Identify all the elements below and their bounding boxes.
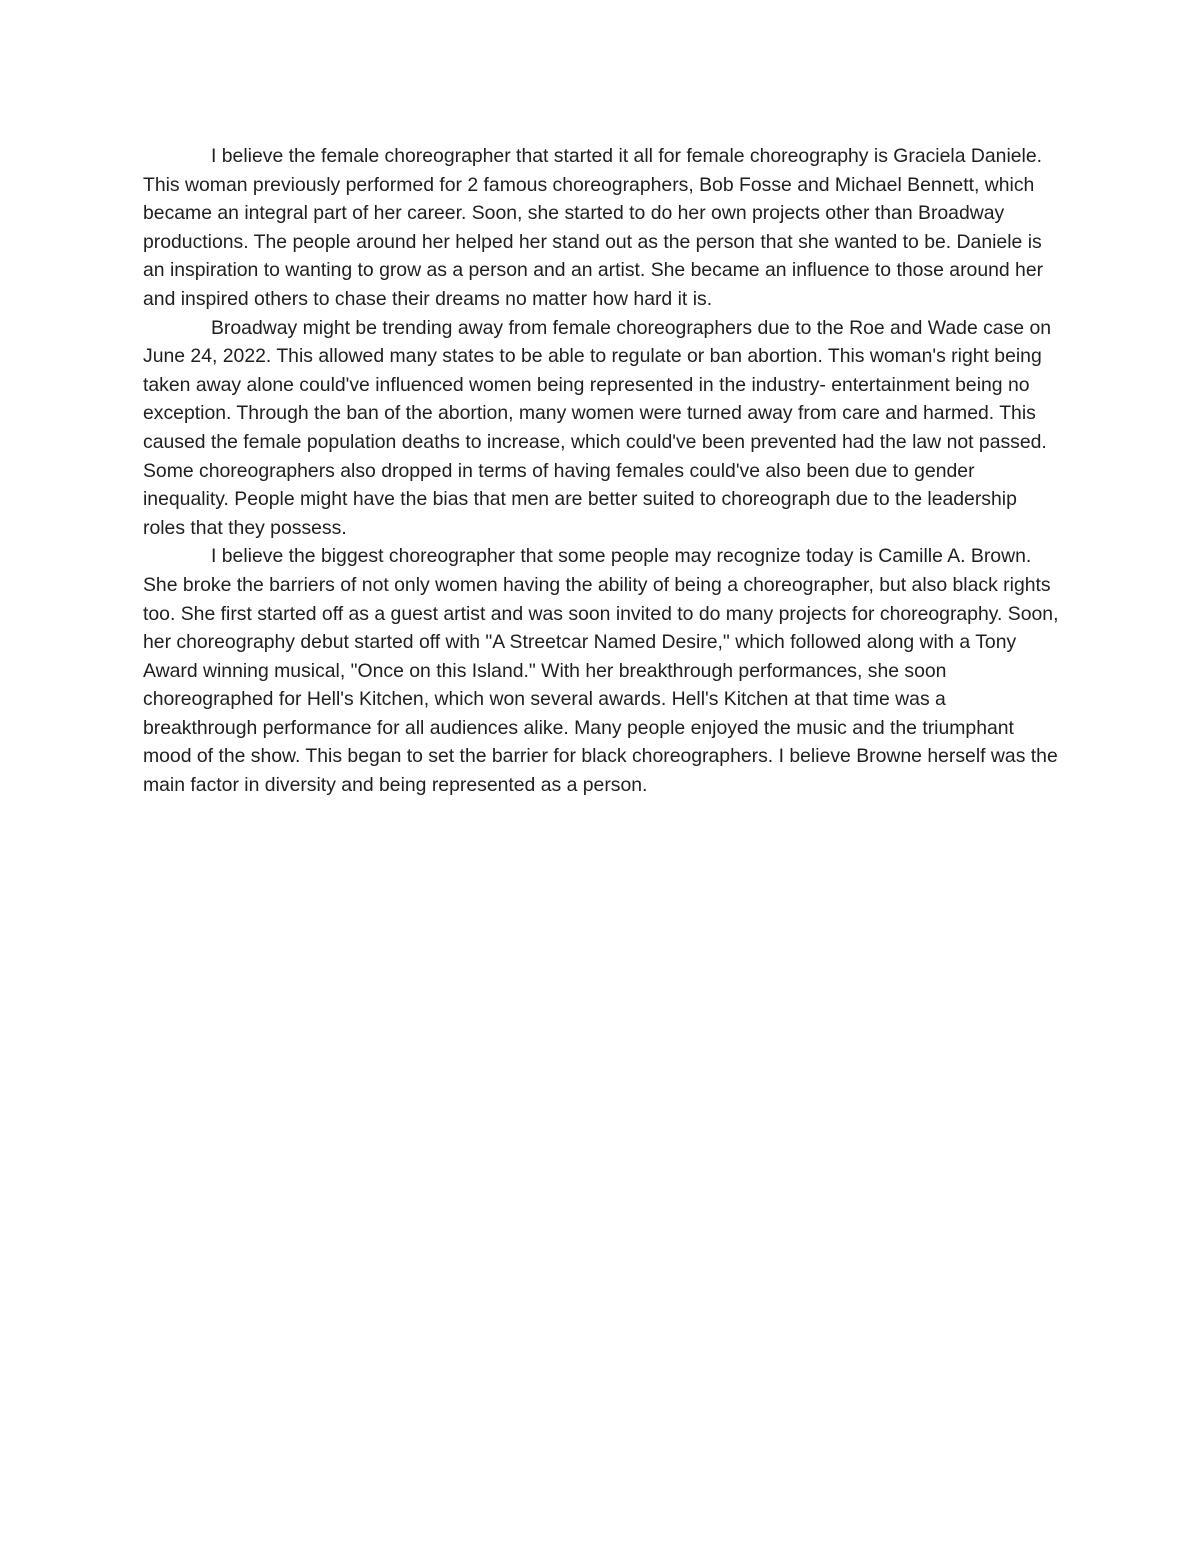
- paragraph-graciela-daniele: I believe the female choreographer that started it all for female choreography is Graciela Daniele. This woman previously performed for 2 famous choreographers, Bob Fosse and Michael Bennett, which became an integral part of her career. Soon, she started to do her own projects other than Broadway productions. The people around her helped her stand out as the person that she wanted to be. Daniele is an inspiration to wanting to grow as a person and an artist. She became an influence to those around her and inspired others to chase their dreams no matter how hard it is.: [143, 145, 1044, 310]
- document-body: [143, 142, 1063, 800]
- paragraph-camille-brown: I believe the biggest choreographer that some people may recognize today is Camille A. Brown. She broke the barriers of not only women having the ability of being a choreographer, but also black rights too. She first started off as a guest artist and was soon invited to do many projects for choreography. Soon, her choreography debut started off with "A Streetcar Named Desire," which followed along with a Tony Award winning musical, "Once on this Island." With her breakthrough performances, she soon choreographed for Hell's Kitchen, which won several awards. Hell's Kitchen at that time was a breakthrough performance for all audiences alike. Many people enjoyed the music and the triumphant mood of the show. This began to set the barrier for black choreographers. I believe Browne herself was the main factor in diversity and being represented as a person.: [143, 545, 1059, 797]
- paragraph-broadway-trend: Broadway might be trending away from female choreographers due to the Roe and Wade case on June 24, 2022. This allowed many states to be able to regulate or ban abortion. This woman's right being taken away alone could've influenced women being represented in the industry- entertainment being no exception. Through the ban of the abortion, many women were turned away from care and harmed. This caused the female population deaths to increase, which could've been prevented had the law not passed. Some choreographers also dropped in terms of having females could've also been due to gender inequality. People might have the bias that men are better suited to choreograph due to the leadership roles that they possess.: [143, 316, 1052, 539]
